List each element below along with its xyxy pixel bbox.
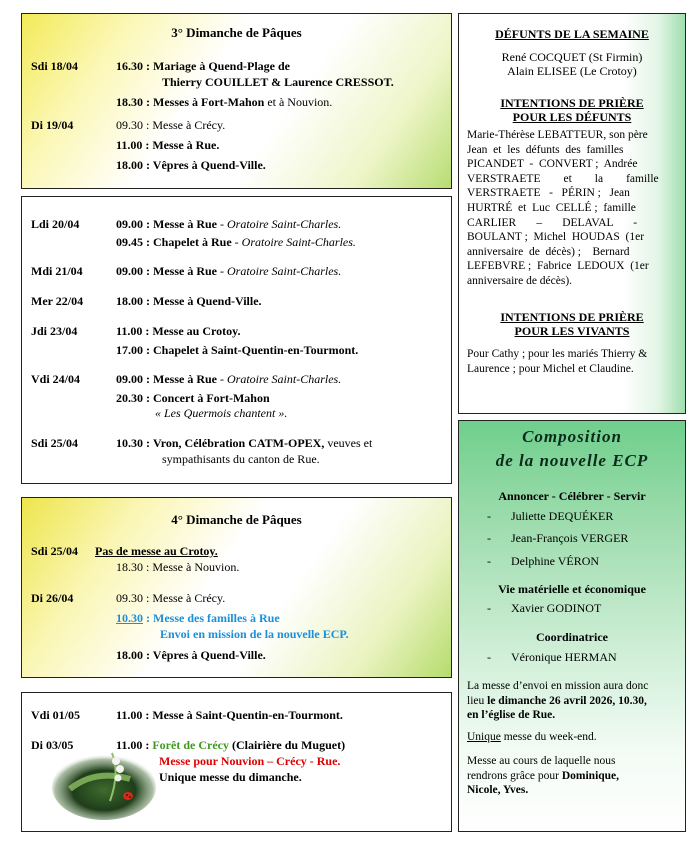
ecp-panel: Composition de la nouvelle ECP Annoncer - Célébrer - Servir - Juliette DEQUÉKER - Jean-François VERGER - Delphine VÉRON Vie matérielle et économique - Xavier GODINOT Coordinatrice - Véronique HERMAN La messe d’envoi en mission aura donc lieu le dimanche 26 avril 2026, 10.30, en l’église de Rue. Unique messe du week-end. Messe au cours de laquelle nous rendrons grâce pour Dominique, Nicole, Yves. <box>458 420 686 832</box>
envoi-text: La messe d’envoi en mission aura donc lieu le dimanche 26 avril 2026, 10.30, en l’église de Rue. <box>467 680 649 722</box>
intentions-defunts-text: Marie-Thérèse LEBATTEUR, son père Jean et les défunts des familles PICANDET - CONVERT ; Andrée VERSTRAETE et la famille VERSTRAETE - PÉRIN ; Jean HURTRÉ et Luc CELLÉ ; famille CARLIER – DELAVAL - BOULANT ; Michel HOUDAS (1er anniversaire de décès) ; Bernard LEFEBVRE ; Fabrice LEDOUX (1er anniversaire de décès). <box>467 129 659 287</box>
group-heading: Coordinatrice <box>536 630 608 644</box>
prayer-panel <box>458 13 686 414</box>
may-panel: Vdi 01/05 11.00 : Messe à Saint-Quentin-en-Tourmont. Di 03/05 11.00 : Forêt de Crécy (Clairière du Muguet) Messe pour Nouvion – Crécy - Rue. Unique messe du dimanche. <box>21 692 452 832</box>
weekday-panel: Ldi 20/04 09.00 : Messe à Rue - Oratoire Saint-Charles. 09.45 : Chapelet à Rue - Oratoire Saint-Charles. Mdi 21/04 09.00 : Messe à Rue - Oratoire Saint-Charles. Mer 22/04 18.00 : Messe à Quend-Ville. Jdi 23/04 11.00 : Messe au Crotoy. 17.00 : Chapelet à Saint-Quentin-en-Tourmont. Vdi 24/04 09.00 : Messe à Rue - Oratoire Saint-Charles. 20.30 : Concert à Fort-Mahon « Les Quermois chantent ». Sdi 25/04 10.30 : Vron, Célébration CATM-OPEX, veuves et sympathisants du canton de Rue. <box>21 196 452 484</box>
ecp-title: Composition <box>522 427 622 446</box>
intentions-vivants-heading: INTENTIONS DE PRIÈRE <box>500 310 644 324</box>
week2-panel: 4° Dimanche de Pâques Sdi 25/04 Pas de messe au Crotoy. 18.30 : Messe à Nouvion. Di 26/04 09.30 : Messe à Crécy. 10.30 : Messe des familles à Rue Envoi en mission de la nouvelle ECP. 18.00 : Vêpres à Quend-Ville. <box>21 497 452 678</box>
unique-text: Unique messe du week-end. <box>467 731 597 743</box>
thanks-text: Messe au cours de laquelle nous rendrons grâce pour Dominique, Nicole, Yves. <box>467 755 620 797</box>
intentions-defunts-heading: POUR LES DÉFUNTS <box>512 110 632 124</box>
group-heading: Vie matérielle et économique <box>498 582 646 596</box>
ecp-title: de la nouvelle ECP <box>495 451 649 470</box>
deceased-name: Alain ELISEE (Le Crotoy) <box>507 64 637 78</box>
lily-of-the-valley-image <box>50 749 158 821</box>
intentions-vivants-text: Pour Cathy ; pour les mariés Thierry & Laurence ; pour Michel et Claudine. <box>467 348 648 375</box>
panel-title: 3° Dimanche de Pâques <box>171 25 302 40</box>
week1-panel: 3° Dimanche de Pâques Sdi 18/04 16.30 : Mariage à Quend-Plage de Thierry COUILLET & Laurence CRESSOT. 18.30 : Messes à Fort-Mahon et à Nouvion. Di 19/04 09.30 : Messe à Crécy. 11.00 : Messe à Rue. 18.00 : Vêpres à Quend-Ville. <box>21 13 452 189</box>
deceased-heading: DÉFUNTS DE LA SEMAINE <box>495 27 649 41</box>
group-heading: Annoncer - Célébrer - Servir <box>498 489 646 503</box>
intentions-defunts-heading: INTENTIONS DE PRIÈRE <box>500 96 644 110</box>
deceased-name: René COCQUET (St Firmin) <box>501 50 643 64</box>
panel-title: 4° Dimanche de Pâques <box>171 512 302 527</box>
intentions-vivants-heading: POUR LES VIVANTS <box>514 324 630 338</box>
